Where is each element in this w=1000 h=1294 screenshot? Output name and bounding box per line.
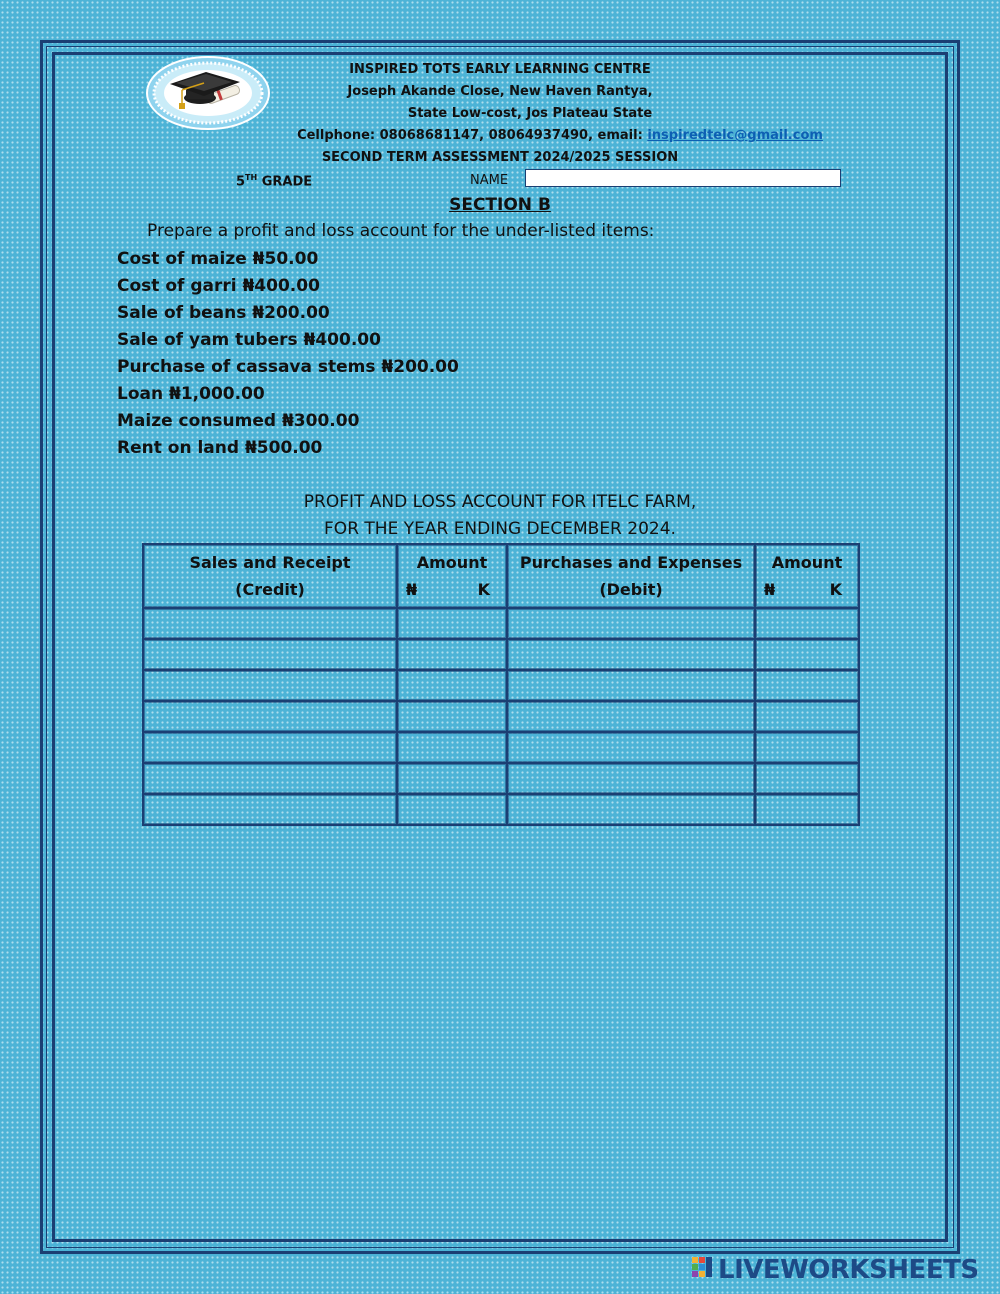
table-row xyxy=(143,732,859,763)
liveworksheets-logo xyxy=(692,1255,979,1285)
school-address-line1: Joseph Akande Close, New Haven Rantya, xyxy=(347,84,653,99)
credit-column-header xyxy=(143,544,397,608)
debit-item-cell[interactable] xyxy=(507,608,755,639)
credit-amount-cell[interactable] xyxy=(397,608,507,639)
naira-label: ₦ xyxy=(406,580,418,599)
credit-amount-header xyxy=(397,544,507,608)
email-link[interactable]: inspiredtelc@gmail.com xyxy=(647,128,823,143)
liveworksheets-wordmark: LIVEWORKSHEETS xyxy=(718,1255,979,1285)
debit-item-cell[interactable] xyxy=(507,670,755,701)
credit-item-cell[interactable] xyxy=(143,732,397,763)
table-row xyxy=(143,763,859,794)
amount-heading: Amount xyxy=(771,553,843,572)
list-item: Sale of beans ₦200.00 xyxy=(117,303,330,323)
credit-item-cell[interactable] xyxy=(143,701,397,732)
credit-subheading: (Credit) xyxy=(235,580,305,599)
list-item: Rent on land ₦500.00 xyxy=(117,438,323,458)
table-row xyxy=(143,608,859,639)
section-title: SECTION B xyxy=(449,195,551,215)
kobo-label: K xyxy=(477,580,490,599)
credit-item-cell[interactable] xyxy=(143,763,397,794)
grade-suffix: TH xyxy=(245,173,258,182)
debit-amount-cell[interactable] xyxy=(755,794,859,825)
credit-amount-cell[interactable] xyxy=(397,763,507,794)
table-row xyxy=(143,639,859,670)
debit-amount-cell[interactable] xyxy=(755,732,859,763)
debit-item-cell[interactable] xyxy=(507,763,755,794)
list-item: Purchase of cassava stems ₦200.00 xyxy=(117,357,459,377)
debit-heading: Purchases and Expenses xyxy=(519,553,743,572)
table-body xyxy=(143,608,859,825)
name-input[interactable] xyxy=(525,169,841,187)
credit-amount-cell[interactable] xyxy=(397,639,507,670)
school-name: INSPIRED TOTS EARLY LEARNING CENTRE xyxy=(349,62,651,77)
table-header-row xyxy=(143,544,859,608)
debit-item-cell[interactable] xyxy=(507,701,755,732)
debit-amount-cell[interactable] xyxy=(755,639,859,670)
credit-item-cell[interactable] xyxy=(143,670,397,701)
table-row xyxy=(143,670,859,701)
school-contact xyxy=(60,128,1000,144)
account-title-line1: PROFIT AND LOSS ACCOUNT FOR ITELC FARM, xyxy=(303,492,697,512)
credit-amount-cell[interactable] xyxy=(397,701,507,732)
list-item: Cost of maize ₦50.00 xyxy=(117,249,319,269)
debit-item-cell[interactable] xyxy=(507,794,755,825)
list-item: Cost of garri ₦400.00 xyxy=(117,276,320,296)
grade-label xyxy=(236,173,312,189)
account-title-line2: FOR THE YEAR ENDING DECEMBER 2024. xyxy=(324,519,676,539)
naira-label: ₦ xyxy=(764,580,776,599)
name-label: NAME xyxy=(470,173,509,188)
liveworksheets-icon xyxy=(692,1257,718,1283)
table-row xyxy=(143,794,859,825)
debit-amount-cell[interactable] xyxy=(755,608,859,639)
debit-column-header xyxy=(507,544,755,608)
kobo-label: K xyxy=(829,580,842,599)
credit-heading: Sales and Receipt xyxy=(189,553,351,572)
list-item: Loan ₦1,000.00 xyxy=(117,384,265,404)
debit-amount-cell[interactable] xyxy=(755,763,859,794)
debit-amount-cell[interactable] xyxy=(755,701,859,732)
debit-amount-cell[interactable] xyxy=(755,670,859,701)
debit-amount-header xyxy=(755,544,859,608)
credit-item-cell[interactable] xyxy=(143,608,397,639)
school-address-line2: State Low-cost, Jos Plateau State xyxy=(407,106,653,121)
instruction-text: Prepare a profit and loss account for the under-listed items: xyxy=(147,221,655,241)
credit-item-cell[interactable] xyxy=(143,794,397,825)
table-row xyxy=(143,701,859,732)
credit-amount-cell[interactable] xyxy=(397,794,507,825)
credit-amount-cell[interactable] xyxy=(397,670,507,701)
amount-heading: Amount xyxy=(416,553,488,572)
list-item: Maize consumed ₦300.00 xyxy=(117,411,360,431)
debit-item-cell[interactable] xyxy=(507,732,755,763)
debit-item-cell[interactable] xyxy=(507,639,755,670)
credit-item-cell[interactable] xyxy=(143,639,397,670)
profit-loss-table xyxy=(142,543,860,826)
debit-subheading: (Debit) xyxy=(599,580,663,599)
grade-word: GRADE xyxy=(261,174,313,190)
item-list xyxy=(117,246,459,462)
assessment-title: SECOND TERM ASSESSMENT 2024/2025 SESSION xyxy=(321,150,679,165)
list-item: Sale of yam tubers ₦400.00 xyxy=(117,330,381,350)
credit-amount-cell[interactable] xyxy=(397,732,507,763)
contact-phones: Cellphone: 08068681147, 08064937490, email: xyxy=(297,128,643,143)
grade-number: 5 xyxy=(236,174,246,190)
